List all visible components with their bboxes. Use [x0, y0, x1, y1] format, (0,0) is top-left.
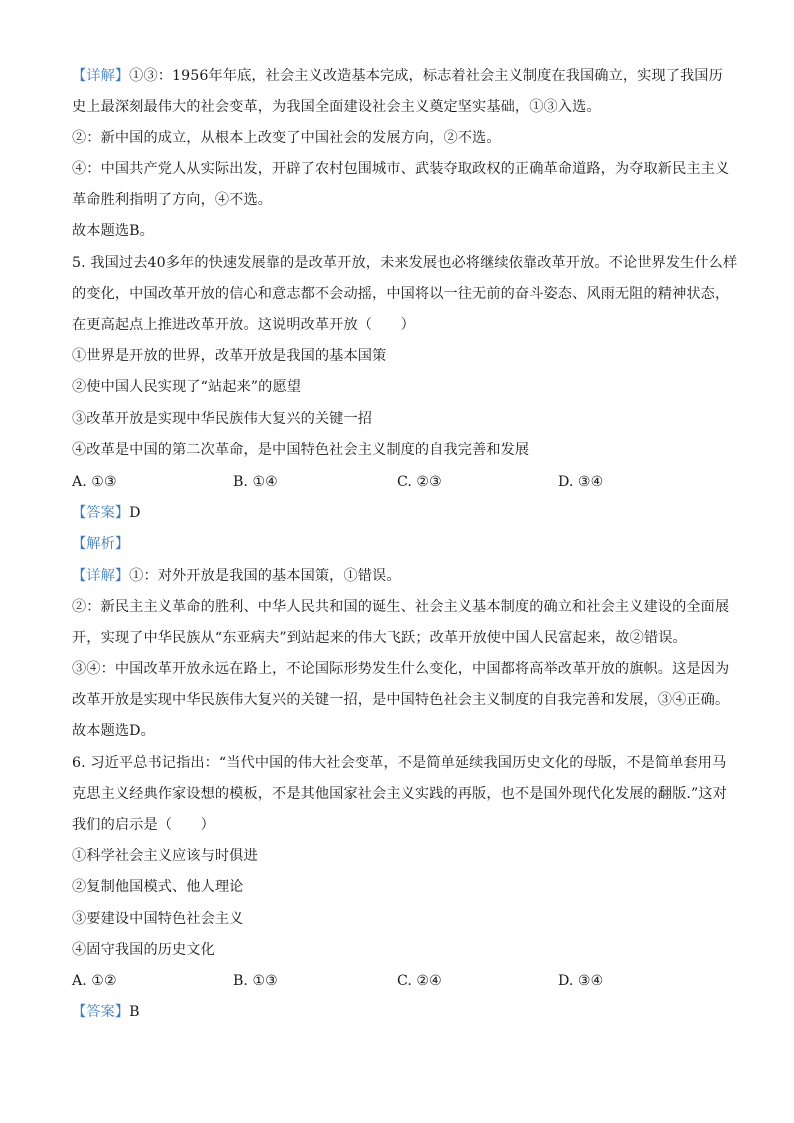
q6-answer-value: B	[129, 1004, 140, 1020]
q5-answer-value: D	[129, 505, 141, 521]
analysis-tag: 【解析】	[72, 536, 130, 552]
q5-item-4: ④改革是中国的第二次革命，是中国特色社会主义制度的自我完善和发展	[72, 442, 530, 458]
q6-stem-line-2: 克思主义经典作家设想的模板，不是其他国家社会主义实践的再版，也不是国外现代化发展的翻版.”这对	[72, 786, 727, 802]
q5-conclusion: 故本题选D。	[72, 723, 155, 739]
q5-stem-line-3: 在更高起点上推进改革开放。这说明改革开放（ ）	[72, 317, 415, 333]
q6-option-d: D. ③④	[558, 973, 604, 989]
q6-item-3: ③要建设中国特色社会主义	[72, 911, 244, 927]
prev-detail-text-1: ①③：1956年年底，社会主义改造基本完成，标志着社会主义制度在我国确立，实现了我国历	[129, 68, 723, 84]
q5-detail-line-2: ②：新民主主义革命的胜利、中华人民共和国的诞生、社会主义基本制度的确立和社会主义建设的全面展	[72, 599, 730, 615]
detail-tag: 【详解】	[72, 68, 130, 84]
q5-option-d: D. ③④	[558, 474, 604, 490]
q5-detail-line-5: 改革开放是实现中华民族伟大复兴的关键一招，是中国特色社会主义制度的自我完善和发展，③④正确。	[72, 692, 730, 708]
prev-detail-line-2: 史上最深刻最伟大的社会变革，为我国全面建设社会主义奠定坚实基础，①③入选。	[72, 99, 601, 115]
q5-detail-line-1	[72, 566, 732, 586]
q5-option-a: A. ①③	[72, 474, 117, 490]
q6-option-b: B. ①③	[233, 973, 278, 989]
prev-conclusion: 故本题选B。	[72, 223, 154, 239]
prev-detail-line-4: ④：中国共产党人从实际出发，开辟了农村包围城市、武装夺取政权的正确革命道路，为夺取新民主主义	[72, 161, 730, 177]
q5-option-b: B. ①④	[233, 474, 278, 490]
q6-answer	[72, 1002, 732, 1022]
q5-detail-line-4: ③④：中国改革开放永远在路上，不论国际形势发生什么变化，中国都将高举改革开放的旗帜。这是因为	[72, 661, 730, 677]
q5-analysis	[72, 534, 732, 554]
q5-item-3: ③改革开放是实现中华民族伟大复兴的关键一招	[72, 411, 373, 427]
q5-options	[72, 472, 732, 492]
q6-stem-line-1: 6. 习近平总书记指出：“当代中国的伟大社会变革，不是简单延续我国历史文化的母版，不是简单套用马	[72, 755, 727, 771]
answer-tag: 【答案】	[72, 1004, 130, 1020]
q5-detail-line-3: 开，实现了中华民族从“东亚病夫”到站起来的伟大飞跃；改革开放使中国人民富起来，故②错误。	[72, 630, 687, 646]
q6-option-c: C. ②④	[397, 973, 442, 989]
q5-detail-text-1: ①：对外开放是我国的基本国策，①错误。	[129, 568, 401, 584]
q5-item-2: ②使中国人民实现了“站起来”的愿望	[72, 379, 302, 395]
q5-stem-line-1: 5. 我国过去40多年的快速发展靠的是改革开放，未来发展也必将继续依靠改革开放。不论世界发生什么样	[72, 255, 738, 271]
q5-item-1: ①世界是开放的世界，改革开放是我国的基本国策	[72, 348, 387, 364]
q6-item-1: ①科学社会主义应该与时俱进	[72, 848, 258, 864]
q6-item-4: ④固守我国的历史文化	[72, 942, 215, 958]
q6-stem-line-3: 我们的启示是（ ）	[72, 817, 215, 833]
prev-detail-line-1	[72, 66, 732, 86]
q6-option-a: A. ①②	[72, 973, 117, 989]
q5-option-c: C. ②③	[397, 474, 442, 490]
q5-stem-line-2: 的变化，中国改革开放的信心和意志都不会动摇，中国将以一往无前的奋斗姿态、风雨无阻的精神状态，	[72, 286, 730, 302]
prev-detail-line-3: ②：新中国的成立，从根本上改变了中国社会的发展方向，②不选。	[72, 130, 501, 146]
q6-item-2: ②复制他国模式、他人理论	[72, 879, 244, 895]
q6-options	[72, 971, 732, 991]
answer-tag: 【答案】	[72, 505, 130, 521]
detail-tag: 【详解】	[72, 568, 130, 584]
prev-detail-line-5: 革命胜利指明了方向，④不选。	[72, 192, 273, 208]
q5-answer	[72, 503, 732, 523]
